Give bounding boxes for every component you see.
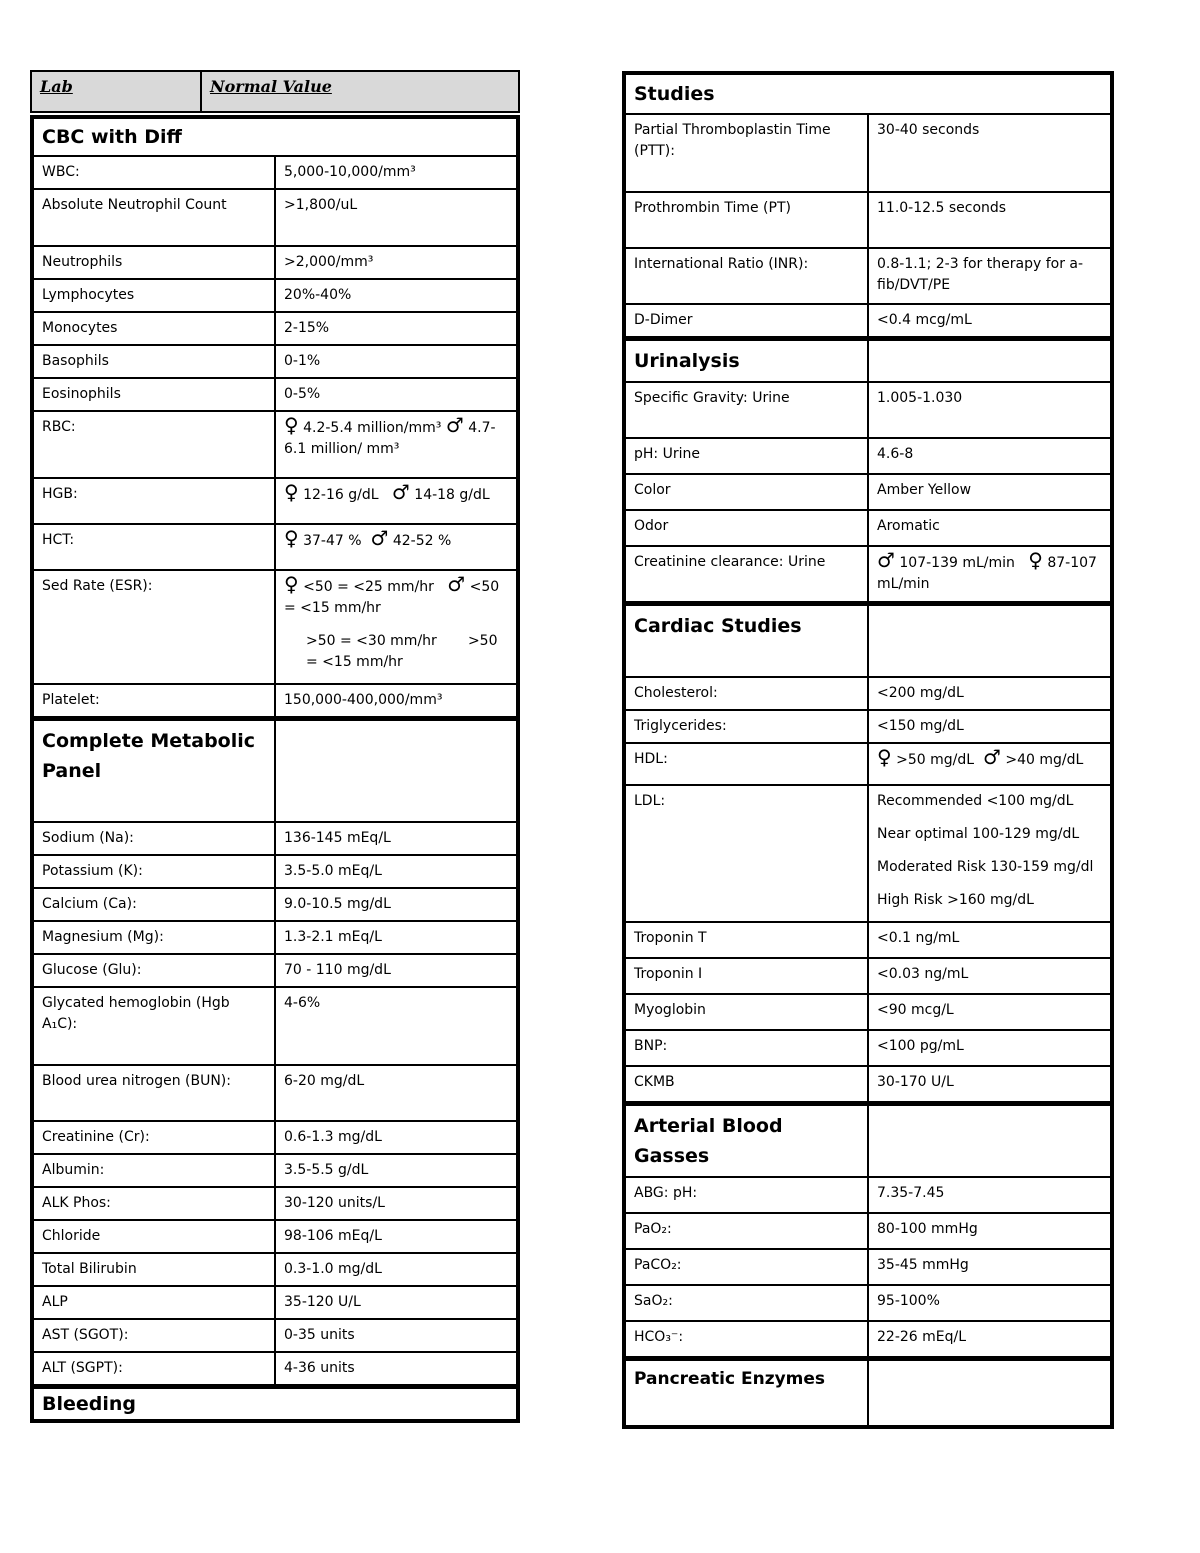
lab-value: 5,000-10,000/mm³ (275, 156, 518, 189)
section-title: Urinalysis (624, 339, 868, 383)
table-row (32, 1220, 518, 1253)
table-row (32, 1065, 518, 1121)
lab-name: Chloride (32, 1220, 275, 1253)
male-symbol-icon: ♂ (877, 548, 895, 572)
lab-name: HCO₃⁻: (624, 1321, 868, 1359)
lab-name: Cholesterol: (624, 677, 868, 710)
lab-name: PaO₂: (624, 1213, 868, 1249)
lab-value: 1.005-1.030 (868, 382, 1112, 438)
lab-name: Specific Gravity: Urine (624, 382, 868, 438)
section-cardiac (624, 604, 1112, 678)
lab-value: 7.35-7.45 (868, 1177, 1112, 1213)
lab-name: ALK Phos: (32, 1187, 275, 1220)
lab-name: ALT (SGPT): (32, 1352, 275, 1387)
lab-name: HDL: (624, 743, 868, 785)
lab-value: 0-5% (275, 378, 518, 411)
lab-name: Lymphocytes (32, 279, 275, 312)
female-symbol-icon: ♀ (284, 572, 299, 596)
table-row (32, 1286, 518, 1319)
table-row (32, 954, 518, 987)
table-row (32, 684, 518, 719)
lab-value: 4-36 units (275, 1352, 518, 1387)
lab-value: 98-106 mEq/L (275, 1220, 518, 1253)
table-row (32, 987, 518, 1065)
table-row (32, 312, 518, 345)
lab-value: 0.8-1.1; 2-3 for therapy for a-fib/DVT/PE (868, 248, 1112, 304)
lab-value: 20%-40% (275, 279, 518, 312)
lab-name: Total Bilirubin (32, 1253, 275, 1286)
lab-name: Potassium (K): (32, 855, 275, 888)
lab-value: 6-20 mg/dL (275, 1065, 518, 1121)
lab-name: PaCO₂: (624, 1249, 868, 1285)
lab-value: <90 mcg/L (868, 994, 1112, 1030)
male-symbol-icon: ♂ (982, 745, 1001, 769)
table-row (624, 114, 1112, 192)
male-symbol-icon: ♂ (445, 413, 464, 437)
lab-name: Neutrophils (32, 246, 275, 279)
lab-name: Myoglobin (624, 994, 868, 1030)
esr-female-under-50: <50 = <25 mm/hr (303, 579, 434, 595)
lab-name: Odor (624, 510, 868, 546)
female-symbol-icon: ♀ (284, 413, 299, 437)
lab-value: <0.1 ng/mL (868, 922, 1112, 958)
female-symbol-icon: ♀ (877, 745, 892, 769)
lab-value: 3.5-5.0 mEq/L (275, 855, 518, 888)
lab-value: <200 mg/dL (868, 677, 1112, 710)
lab-value: 22-26 mEq/L (868, 1321, 1112, 1359)
lab-name: ABG: pH: (624, 1177, 868, 1213)
female-symbol-icon: ♀ (1028, 548, 1043, 572)
table-row (32, 1154, 518, 1187)
female-symbol-icon: ♀ (284, 526, 299, 550)
section-title-blank (868, 604, 1112, 678)
male-value: 42-52 % (392, 533, 452, 549)
lab-value: >2,000/mm³ (275, 246, 518, 279)
table-row (624, 1249, 1112, 1285)
lab-name: HGB: (32, 478, 275, 524)
lab-name: Creatinine clearance: Urine (624, 546, 868, 604)
table-row (624, 474, 1112, 510)
lab-value: Amber Yellow (868, 474, 1112, 510)
header-normal-value: Normal Value (201, 71, 519, 112)
lab-value: 30-40 seconds (868, 114, 1112, 192)
table-row (32, 1121, 518, 1154)
ldl-line: Recommended <100 mg/dL (877, 793, 1074, 809)
section-abg (624, 1104, 1112, 1178)
lab-value: 2-15% (275, 312, 518, 345)
lab-name: SaO₂: (624, 1285, 868, 1321)
table-row (32, 888, 518, 921)
table-row (32, 478, 518, 524)
section-title: Cardiac Studies (624, 604, 868, 678)
lab-value: 150,000-400,000/mm³ (275, 684, 518, 719)
section-title-blank (868, 1359, 1112, 1428)
lab-value: 9.0-10.5 mg/dL (275, 888, 518, 921)
section-cbc (32, 117, 518, 156)
male-value: 14-18 g/dL (414, 487, 490, 503)
table-row (624, 438, 1112, 474)
section-title: Pancreatic Enzymes (624, 1359, 868, 1428)
table-row (32, 524, 518, 570)
right-lab-table (622, 71, 1114, 1429)
lab-value: 35-45 mmHg (868, 1249, 1112, 1285)
lab-name: WBC: (32, 156, 275, 189)
female-value: 87-107 mL/min (877, 555, 1097, 592)
section-urinalysis (624, 339, 1112, 383)
table-row (32, 822, 518, 855)
table-row (32, 1253, 518, 1286)
table-row (624, 1030, 1112, 1066)
female-value: 37-47 % (303, 533, 362, 549)
lab-name: Sed Rate (ESR): (32, 570, 275, 684)
lab-name: Absolute Neutrophil Count (32, 189, 275, 246)
lab-name: Glucose (Glu): (32, 954, 275, 987)
section-title: Studies (624, 73, 1112, 114)
table-row (624, 546, 1112, 604)
header-table (30, 70, 520, 113)
section-title: Complete Metabolic Panel (32, 719, 275, 823)
male-symbol-icon: ♂ (370, 526, 389, 550)
table-row (32, 570, 518, 684)
table-row (624, 1213, 1112, 1249)
lab-name: Prothrombin Time (PT) (624, 192, 868, 248)
lab-value: <0.4 mcg/mL (868, 304, 1112, 339)
lab-name: Magnesium (Mg): (32, 921, 275, 954)
lab-name: D-Dimer (624, 304, 868, 339)
lab-name: AST (SGOT): (32, 1319, 275, 1352)
ldl-line: Moderated Risk 130-159 mg/dl (877, 859, 1094, 875)
table-row (32, 411, 518, 478)
lab-name: Monocytes (32, 312, 275, 345)
table-row (624, 785, 1112, 922)
section-bleeding-continued (624, 73, 1112, 114)
lab-value: 70 - 110 mg/dL (275, 954, 518, 987)
male-symbol-icon: ♂ (391, 480, 410, 504)
left-lab-table (30, 115, 520, 1423)
section-title-blank (868, 1104, 1112, 1178)
female-value: >50 mg/dL (896, 752, 975, 768)
lab-name: CKMB (624, 1066, 868, 1104)
table-row (624, 248, 1112, 304)
table-row (624, 1321, 1112, 1359)
lab-value: >1,800/uL (275, 189, 518, 246)
lab-value (275, 478, 518, 524)
table-row (32, 1187, 518, 1220)
lab-value: 4-6% (275, 987, 518, 1065)
table-row (624, 994, 1112, 1030)
lab-value (275, 411, 518, 478)
lab-name: Troponin T (624, 922, 868, 958)
lab-value: 35-120 U/L (275, 1286, 518, 1319)
table-row (32, 378, 518, 411)
female-value: 4.2-5.4 million/mm³ (303, 420, 442, 436)
lab-value: <100 pg/mL (868, 1030, 1112, 1066)
male-symbol-icon: ♂ (447, 572, 466, 596)
section-title: Arterial Blood Gasses (624, 1104, 868, 1178)
section-title-blank (868, 339, 1112, 383)
lab-name: BNP: (624, 1030, 868, 1066)
lab-name: Basophils (32, 345, 275, 378)
lab-name: HCT: (32, 524, 275, 570)
table-row (32, 1319, 518, 1352)
table-row (624, 958, 1112, 994)
section-cmp (32, 719, 518, 823)
table-row (32, 345, 518, 378)
lab-value: Aromatic (868, 510, 1112, 546)
table-row (32, 1352, 518, 1387)
lab-value: 0-1% (275, 345, 518, 378)
esr-male-over-50: >50 = <15 mm/hr (306, 633, 498, 670)
male-value: 4.7-6.1 million/ mm³ (284, 420, 496, 457)
table-row (624, 922, 1112, 958)
section-pancreatic (624, 1359, 1112, 1428)
lab-value (868, 785, 1112, 922)
table-row (624, 304, 1112, 339)
table-row (624, 1285, 1112, 1321)
lab-value: 80-100 mmHg (868, 1213, 1112, 1249)
table-row (624, 192, 1112, 248)
lab-name: LDL: (624, 785, 868, 922)
lab-value (275, 524, 518, 570)
table-row (32, 921, 518, 954)
section-bleeding (32, 1387, 518, 1422)
lab-value: 30-120 units/L (275, 1187, 518, 1220)
lab-name: Triglycerides: (624, 710, 868, 743)
lab-name: Calcium (Ca): (32, 888, 275, 921)
ldl-line: Near optimal 100-129 mg/dL (877, 826, 1080, 842)
lab-name: Partial Thromboplastin Time (PTT): (624, 114, 868, 192)
lab-value: <0.03 ng/mL (868, 958, 1112, 994)
header-lab: Lab (31, 71, 201, 112)
lab-value: 4.6-8 (868, 438, 1112, 474)
table-row (624, 710, 1112, 743)
lab-value: 136-145 mEq/L (275, 822, 518, 855)
male-value: 107-139 mL/min (899, 555, 1015, 571)
lab-value: 3.5-5.5 g/dL (275, 1154, 518, 1187)
lab-name: Albumin: (32, 1154, 275, 1187)
table-row (624, 1177, 1112, 1213)
lab-value: 0.3-1.0 mg/dL (275, 1253, 518, 1286)
lab-name: Troponin I (624, 958, 868, 994)
esr-female-over-50: >50 = <30 mm/hr (306, 633, 437, 649)
lab-name: Sodium (Na): (32, 822, 275, 855)
lab-value: 0.6-1.3 mg/dL (275, 1121, 518, 1154)
lab-name: Creatinine (Cr): (32, 1121, 275, 1154)
lab-name: pH: Urine (624, 438, 868, 474)
lab-value: 1.3-2.1 mEq/L (275, 921, 518, 954)
table-row (624, 677, 1112, 710)
lab-name: Blood urea nitrogen (BUN): (32, 1065, 275, 1121)
lab-name: Color (624, 474, 868, 510)
lab-value: 0-35 units (275, 1319, 518, 1352)
lab-name: Platelet: (32, 684, 275, 719)
table-row (32, 189, 518, 246)
lab-name: International Ratio (INR): (624, 248, 868, 304)
lab-name: Glycated hemoglobin (Hgb A₁C): (32, 987, 275, 1065)
lab-value: 95-100% (868, 1285, 1112, 1321)
lab-value: 11.0-12.5 seconds (868, 192, 1112, 248)
female-value: 12-16 g/dL (303, 487, 379, 503)
section-title-blank (275, 719, 518, 823)
lab-value: <150 mg/dL (868, 710, 1112, 743)
section-title: CBC with Diff (32, 117, 518, 156)
lab-value: 30-170 U/L (868, 1066, 1112, 1104)
lab-name: RBC: (32, 411, 275, 478)
table-row (32, 855, 518, 888)
table-row (624, 510, 1112, 546)
table-row (624, 743, 1112, 785)
table-row (624, 382, 1112, 438)
female-symbol-icon: ♀ (284, 480, 299, 504)
male-value: >40 mg/dL (1005, 752, 1084, 768)
table-row (624, 1066, 1112, 1104)
table-row (32, 156, 518, 189)
section-title: Bleeding (32, 1387, 518, 1422)
ldl-line: High Risk >160 mg/dL (877, 892, 1034, 908)
lab-value (868, 743, 1112, 785)
lab-name: Eosinophils (32, 378, 275, 411)
lab-value (275, 570, 518, 684)
lab-value (868, 546, 1112, 604)
lab-name: ALP (32, 1286, 275, 1319)
table-row (32, 279, 518, 312)
table-row (32, 246, 518, 279)
esr-male-under-50: <50 = <15 mm/hr (284, 579, 500, 616)
